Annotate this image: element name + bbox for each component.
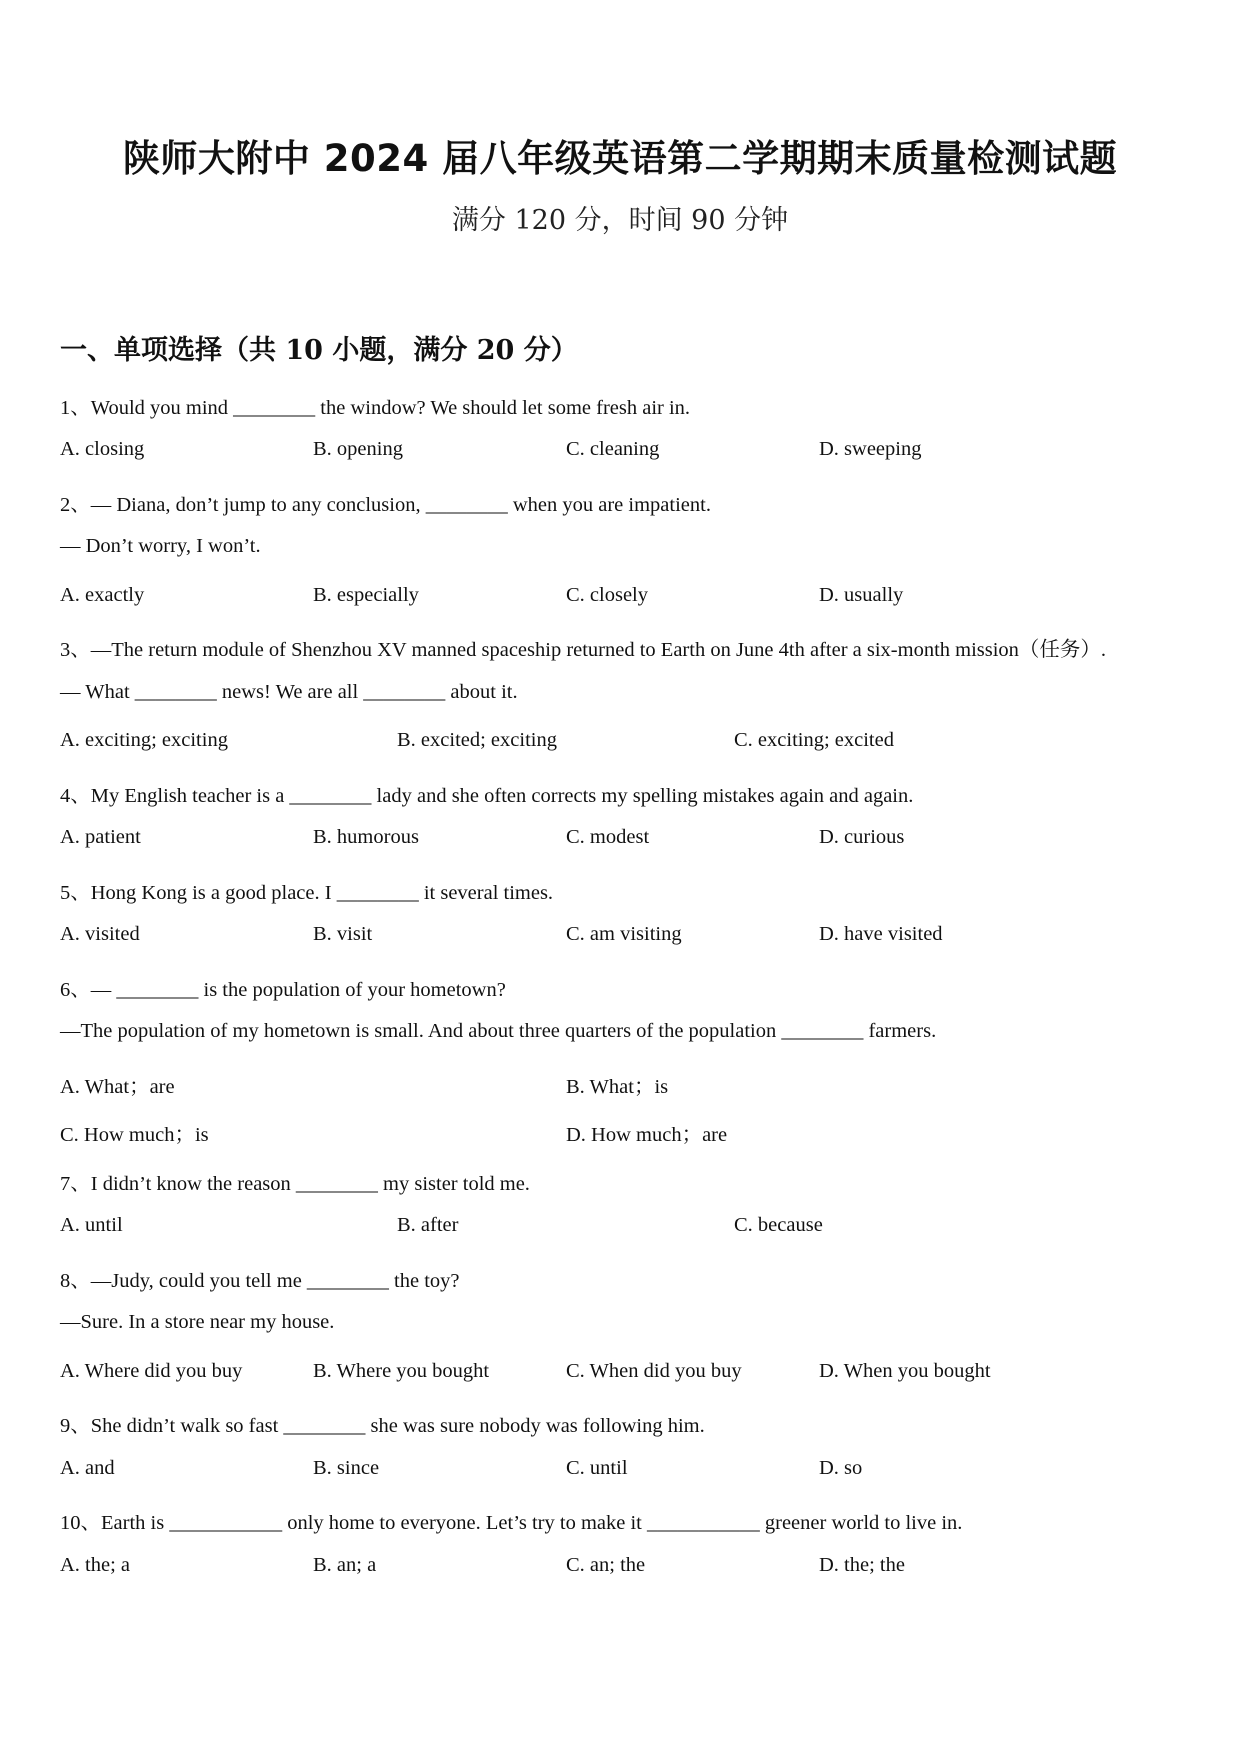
question-8-option-a: A. Where did you buy — [60, 1360, 243, 1382]
question-3-option-c: C. exciting; excited — [734, 729, 894, 751]
question-8-stem: 8、—Judy, could you tell me ________ the toy? — [60, 1270, 460, 1292]
question-9-option-d: D. so — [819, 1457, 863, 1479]
question-5-stem: 5、Hong Kong is a good place. I ________ it several times. — [60, 882, 554, 904]
question-5-option-b: B. visit — [313, 923, 373, 945]
question-4-option-a: A. patient — [60, 826, 141, 848]
question-4-stem: 4、My English teacher is a ________ lady and she often corrects my spelling mistakes again and again. — [60, 785, 914, 807]
question-3-reply: — What ________ news! We are all ________ about it. — [60, 681, 518, 703]
question-6-option-c: C. How much；is — [60, 1124, 209, 1146]
question-10-stem: 10、Earth is ___________ only home to everyone. Let’s try to make it ___________ greener world to live in. — [60, 1512, 963, 1534]
question-6-reply: —The population of my hometown is small. And about three quarters of the population ________ farmers. — [60, 1020, 937, 1042]
question-10-option-a: A. the; a — [60, 1554, 131, 1576]
question-10-option-d: D. the; the — [819, 1554, 905, 1576]
question-4-option-d: D. curious — [819, 826, 905, 848]
question-3-option-b: B. excited; exciting — [397, 729, 557, 751]
exam-subtitle: 满分 120 分，时间 90 分钟 — [451, 205, 789, 236]
question-9-stem: 9、She didn’t walk so fast ________ she was sure nobody was following him. — [60, 1415, 705, 1437]
question-4-option-b: B. humorous — [313, 826, 419, 848]
question-6-option-d: D. How much；are — [566, 1124, 728, 1146]
question-1-option-c: C. cleaning — [566, 438, 660, 460]
question-9-option-c: C. until — [566, 1457, 628, 1479]
question-8-option-c: C. When did you buy — [566, 1360, 742, 1382]
question-2-stem: 2、— Diana, don’t jump to any conclusion, ________ when you are impatient. — [60, 494, 711, 516]
question-10-option-c: C. an; the — [566, 1554, 646, 1576]
question-6-option-a: A. What；are — [60, 1076, 175, 1098]
exam-title: 陕师大附中 2024 届八年级英语第二学期期末质量检测试题 — [122, 137, 1118, 180]
question-7-option-a: A. until — [60, 1214, 123, 1236]
question-7-option-b: B. after — [397, 1214, 459, 1236]
question-1-option-a: A. closing — [60, 438, 145, 460]
section-heading: 一、单项选择（共 10 小题，满分 20 分） — [60, 335, 578, 366]
question-8-option-d: D. When you bought — [819, 1360, 991, 1382]
question-3-stem: 3、—The return module of Shenzhou XV manned spaceship returned to Earth on June 4th after a six-month mission（任务）. — [60, 639, 1107, 661]
question-8-reply: —Sure. In a store near my house. — [60, 1311, 335, 1333]
question-3-option-a: A. exciting; exciting — [60, 729, 228, 751]
question-8-option-b: B. Where you bought — [313, 1360, 490, 1382]
question-6-option-b: B. What；is — [566, 1076, 669, 1098]
question-2-reply: — Don’t worry, I won’t. — [60, 535, 261, 557]
question-6-stem: 6、— ________ is the population of your hometown? — [60, 979, 506, 1001]
question-4-option-c: C. modest — [566, 826, 650, 848]
question-5-option-d: D. have visited — [819, 923, 943, 945]
question-2-option-b: B. especially — [313, 584, 419, 606]
question-2-option-c: C. closely — [566, 584, 648, 606]
question-7-stem: 7、I didn’t know the reason ________ my sister told me. — [60, 1173, 530, 1195]
question-1-stem: 1、Would you mind ________ the window? We should let some fresh air in. — [60, 397, 691, 419]
question-9-option-b: B. since — [313, 1457, 380, 1479]
question-1-option-b: B. opening — [313, 438, 403, 460]
question-10-option-b: B. an; a — [313, 1554, 377, 1576]
question-5-option-c: C. am visiting — [566, 923, 682, 945]
question-2-option-d: D. usually — [819, 584, 904, 606]
question-7-option-c: C. because — [734, 1214, 823, 1236]
question-1-option-d: D. sweeping — [819, 438, 922, 460]
question-5-option-a: A. visited — [60, 923, 140, 945]
question-9-option-a: A. and — [60, 1457, 115, 1479]
question-2-option-a: A. exactly — [60, 584, 145, 606]
